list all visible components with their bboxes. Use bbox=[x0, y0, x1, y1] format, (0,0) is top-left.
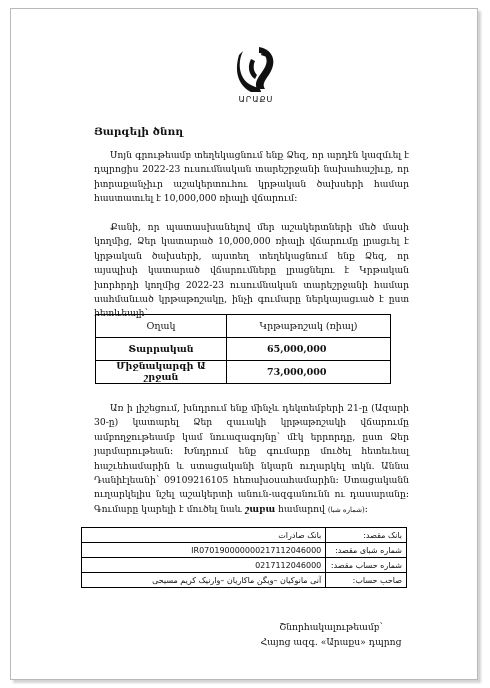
letter-page bbox=[10, 8, 478, 680]
level-cell: Միջնակարգի Ա շրջան bbox=[96, 361, 227, 384]
paragraph-1: Սոյն գրութեամբ տեղեկացնում ենք Ձեզ, որ արդէն կազմւել է դպրոցիս 2022-23 ուսումնական տարեշրջանի նախահաշիւը, որ իտրաքանչիւր աշակերտուհու կրթական ծախսերի համար հաստատւել է 10,000,000 ռիալի վճարում։ bbox=[94, 150, 409, 205]
owner-label: صاحب حساب: bbox=[326, 573, 407, 588]
signature-thanks: Շնորհակալութեամբ՝ bbox=[279, 622, 383, 633]
table-row bbox=[82, 558, 407, 573]
bank-label: بانک مقصد: bbox=[326, 528, 407, 543]
table-header-row bbox=[96, 315, 391, 338]
signature-school: Հայոց ազգ. «Արաքս» դպրոց bbox=[260, 637, 402, 648]
greeting: Յարգելի ծնող bbox=[94, 126, 184, 138]
table-row bbox=[96, 361, 391, 384]
sheba-label: شماره شبای مقصد: bbox=[326, 543, 407, 558]
paragraph-2: Քանի, որ պատասխանելով մեր աշակերտների մեծ մասի կողմից, Ձեր կատարած 10,000,000 ռիալի վճարումը լրացւել է կրթական ծախսերի, այստեղ տեղեկացնում ենք Ձեզ, որ այսպիսի կատարած վճարումները լրացնելու է Կրթական խորհրդի կողմից 2022-23 ուսումնական տարեշրջանի համար սահմանւած կրթաթոշակը, ինչի գումարը ներկայացւած է ըստ հետևեալի՝ bbox=[94, 222, 409, 320]
paragraph-3-text: Առ ի լիշեցում, խնդրում ենք մինչև դեկտեմբերի 21-ը (Ազարի 30-ը) կատարել Ձեր զաւակի կրթաթոշակի վճարումը ամբողջութեամբ կամ նուազագոյնը՝ մէկ երրորդը, ըստ Ձեր յարմարութեան։ Խնդրում ենք գումարը մուծել հետեւեալ հաշւեհամարին և ստացականի նկարն ուղարկել տկն. Աննա Դանիէլեանի՝ 09109216105 հեռախօսահամարին։ Ստացականն ուղարկելիս նշել աշակերտի անուն-ազգանունն ու դասարանը։ Գումարը կարելի է մուծել նաև bbox=[94, 403, 409, 515]
paragraph-3 bbox=[94, 402, 409, 517]
logo-text: ԱՐԱՔՍ bbox=[238, 95, 274, 104]
account-value: 0217112046000 bbox=[82, 558, 326, 573]
arax-logo-icon bbox=[231, 45, 281, 93]
header-level: Օղակ bbox=[96, 315, 227, 338]
level-cell: Տարրական bbox=[96, 338, 227, 361]
signature-block bbox=[211, 620, 451, 650]
tuition-table bbox=[95, 314, 391, 384]
table-row bbox=[82, 573, 407, 588]
paragraph-3-end: ։ bbox=[364, 503, 368, 515]
school-logo bbox=[231, 45, 281, 109]
paragraph-3-small: (شماره شبا) bbox=[327, 505, 365, 514]
table-row bbox=[82, 528, 407, 543]
amount-cell: 73,000,000 bbox=[227, 361, 391, 384]
bank-details-table bbox=[81, 527, 407, 588]
table-row bbox=[82, 543, 407, 558]
table-row bbox=[96, 338, 391, 361]
paragraph-3-after: համարով bbox=[278, 503, 325, 515]
owner-value: آنی مانوکیان –ویگن ماکاریان –وارنیک کریم مسیحی bbox=[82, 573, 326, 588]
account-label: شماره حساب مقصد: bbox=[326, 558, 407, 573]
sheba-value: IR070190000000217112046000 bbox=[82, 543, 326, 558]
amount-cell: 65,000,000 bbox=[227, 338, 391, 361]
bank-value: بانک صادرات bbox=[82, 528, 326, 543]
paragraph-3-bold: շաբա bbox=[244, 503, 276, 515]
header-amount: Կրթաթոշակ (ռիալ) bbox=[227, 315, 391, 338]
